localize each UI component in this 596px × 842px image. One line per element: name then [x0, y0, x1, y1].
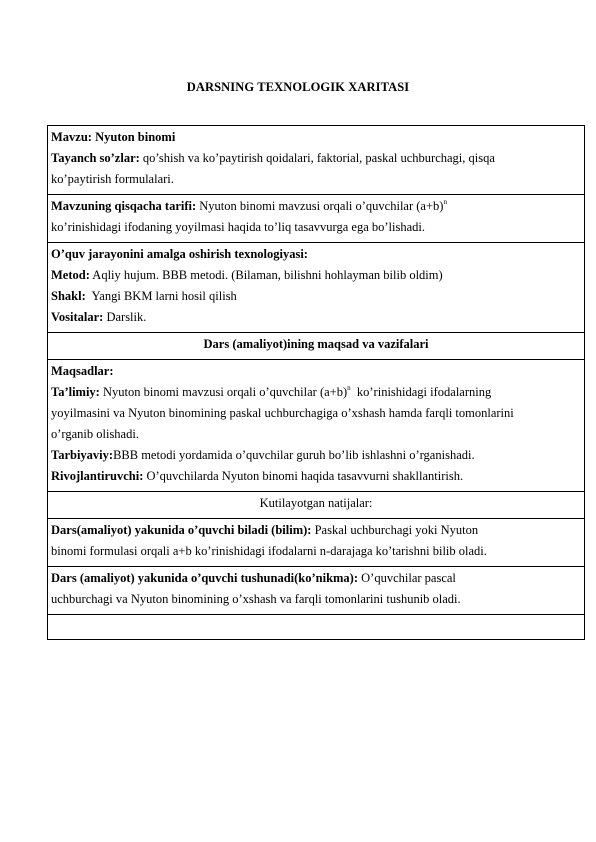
table-row — [48, 519, 585, 567]
lesson-map-table — [47, 125, 585, 640]
summary-exponent: n — [443, 198, 447, 206]
form-label: Shakl: — [51, 289, 86, 303]
technology-heading — [51, 244, 581, 265]
method-text: Aqliy hujum. BBB metodi. (Bilaman, bilishni hohlayman bilib oldim) — [89, 268, 443, 282]
summary-line — [51, 196, 581, 217]
summary-label: Mavzuning qisqacha tarifi: — [51, 199, 197, 213]
form-text: Yangi BKM larni hosil qilish — [85, 289, 237, 303]
goals-heading-cell — [48, 333, 585, 360]
skill-line — [51, 568, 581, 589]
summary-text-cont: ko’rinishidagi ifodaning yoyilmasi haqida to’liq tasavvurga ega bo’lishadi. — [51, 220, 425, 234]
upbringing-label: Tarbiyaviy: — [51, 448, 114, 462]
knowledge-cell — [48, 519, 585, 567]
educational-text: Nyuton binomi mavzusi orqali o’quvchilar (a+b) — [99, 385, 348, 399]
empty-cell — [48, 615, 585, 640]
table-row — [48, 243, 585, 333]
keywords-label: Tayanch so’zlar: — [51, 151, 140, 165]
form-line — [51, 286, 581, 307]
topic-cell — [48, 126, 585, 195]
educational-text-cont: yoyilmasini va Nyuton binomining paskal uchburchagiga o’xshash hamda farqli tomonlarini — [51, 406, 514, 420]
upbringing-text: BBB metodi yordamida o’quvchilar guruh bo’lib ishlashni o’rganishadi. — [113, 448, 475, 462]
skill-text-cont: uchburchagi va Nyuton binomining o’xshash va farqli tomonlarini tushunib oladi. — [51, 592, 461, 606]
table-row — [48, 615, 585, 640]
goals-label-line — [51, 361, 581, 382]
skill-text: O’quvchilar pascal — [358, 571, 456, 585]
goals-label: Maqsadlar: — [51, 364, 114, 378]
technology-heading-text: O’quv jarayonini amalga oshirish texnologiyasi: — [51, 247, 308, 261]
table-row — [48, 126, 585, 195]
technology-cell — [48, 243, 585, 333]
goals-heading: Dars (amaliyot)ining maqsad va vazifalari — [203, 337, 429, 351]
summary-text: Nyuton binomi mavzusi orqali o’quvchilar (a+b) — [196, 199, 444, 213]
skill-label: Dars (amaliyot) yakunida o’quvchi tushunadi(ko’nikma): — [51, 571, 359, 585]
summary-cell — [48, 195, 585, 243]
tools-text: Darslik. — [103, 310, 147, 324]
keywords-text: qo’shish va ko’paytirish qoidalari, faktorial, paskal uchburchagi, qisqa — [139, 151, 495, 165]
knowledge-text: Paskal uchburchagi yoki Nyuton — [311, 523, 479, 537]
educational-line — [51, 382, 581, 403]
educational-exponent: n — [347, 384, 351, 392]
table-row — [48, 567, 585, 615]
topic-label: Mavzu: Nyuton binomi — [51, 130, 176, 144]
keywords-text-cont: ko’paytirish formulalari. — [51, 172, 174, 186]
developmental-label: Rivojlantiruvchi: — [51, 469, 144, 483]
educational-label: Ta’limiy: — [51, 385, 100, 399]
table-row — [48, 360, 585, 492]
table-row — [48, 333, 585, 360]
document-title: DARSNING TEXNOLOGIK XARITASI — [186, 80, 410, 94]
educational-text-b: ko’rinishidagi ifodalarning — [350, 385, 492, 399]
upbringing-line — [51, 445, 581, 466]
results-heading-cell — [48, 492, 585, 519]
topic-line — [51, 127, 581, 148]
tools-line — [51, 307, 581, 328]
knowledge-label: Dars(amaliyot) yakunida o’quvchi biladi (bilim): — [51, 523, 312, 537]
developmental-line — [51, 466, 581, 487]
keywords-line — [51, 148, 581, 169]
results-heading: Kutilayotgan natijalar: — [259, 496, 373, 510]
knowledge-line — [51, 520, 581, 541]
table-row — [48, 492, 585, 519]
tools-label: Vositalar: — [51, 310, 104, 324]
skill-cell — [48, 567, 585, 615]
goals-cell — [48, 360, 585, 492]
method-line — [51, 265, 581, 286]
educational-text-end: o’rganib olishadi. — [51, 427, 139, 441]
table-row — [48, 195, 585, 243]
method-label: Metod: — [51, 268, 90, 282]
knowledge-text-cont: binomi formulasi orqali a+b ko’rinishidagi ifodalarni n-darajaga ko’tarishni bilib oladi. — [51, 544, 487, 558]
developmental-text: O’quvchilarda Nyuton binomi haqida tasavvurni shakllantirish. — [143, 469, 464, 483]
